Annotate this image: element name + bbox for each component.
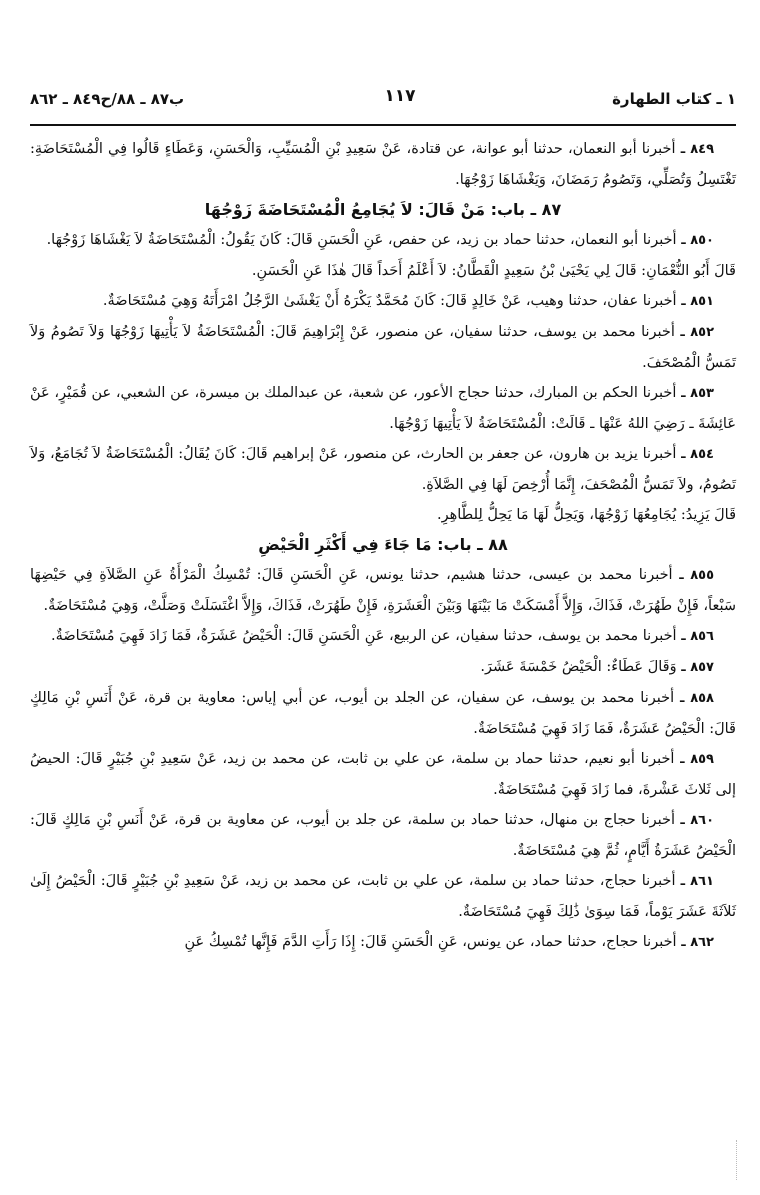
- hadith-text: أخبرنا أبو النعمان، حدثنا أبو عوانة، عن قتادة، عَنْ سَعِيدِ بْنِ الْمُسَيِّبِ، وَالْحَسَنِ، وَعَطَاءٍ قَالُوا فِي الْمُسْتَحَاضَةِ: تَغْتَسِلُ وَتُصَلِّي، وَتَصُومُ رَمَضَانَ، وَيَغْشَاهَا زَوْجُهَا.: [30, 141, 736, 188]
- running-header: [30, 82, 736, 116]
- hadith-text: أخبرنا يزيد بن هارون، عن جعفر بن الحارث، عن منصور، عَنْ إبراهيم قَالَ: كَانَ يُقَالُ: الْمُسْتَحَاضَةُ لاَ تُجَامَعُ، وَلاَ تَصُومُ، ولاَ تَمَسُّ الْمُصْحَفَ، إِنَّمَا أُرْخِصَ لَهَا فِي الصَّلاَةِ.: [30, 446, 736, 493]
- hadith-paragraph: [30, 134, 736, 195]
- hadith-paragraph: [30, 927, 736, 958]
- hadith-text: وَقَالَ عَطَاءٌ: الْحَيْضُ خَمْسَةَ عَشَرَ.: [480, 659, 677, 675]
- page-number: ١١٧: [384, 86, 416, 106]
- hadith-text: أخبرنا حجاج بن منهال، حدثنا حماد بن سلمة، عن جلد بن أيوب، عن معاوية بن قرة، عَنْ أَنَسِ بْنِ مَالِكٍ قَالَ: الْحَيْضُ عَشَرَةُ أَيَّامٍ، ثُمَّ هِيَ مُسْتَحَاضَةٌ.: [30, 812, 736, 859]
- hadith-paragraph: [30, 621, 736, 652]
- hadith-number: ٨٥٧ ـ: [681, 660, 714, 675]
- hadith-paragraph: [30, 866, 736, 927]
- hadith-number: ٨٥٨ ـ: [679, 691, 714, 706]
- hadith-paragraph: [30, 439, 736, 500]
- hadith-number: ٨٦٢ ـ: [681, 935, 714, 950]
- hadith-text: أخبرنا محمد بن يوسف، عن سفيان، عن الجلد بن أيوب، عن أبي إياس: معاوية بن قرة، عَنْ أَنَسِ بْنِ مَالِكٍ قَالَ: الْحَيْضُ عَشَرَةٌ، فَمَا زَادَ فَهِيَ مُسْتَحَاضَةٌ.: [30, 690, 736, 737]
- header-rule: [30, 124, 736, 126]
- hadith-number: ٨٥٤ ـ: [681, 447, 714, 462]
- hadith-paragraph: [30, 500, 736, 530]
- section-range: ب٨٧ ـ ٨٨/ح٨٤٩ ـ ٨٦٢: [30, 90, 185, 108]
- section-heading: ٨٧ ـ باب: مَنْ قَالَ: لاَ يُجَامِعُ الْمُسْتَحَاضَةَ زَوْجُهَا: [204, 200, 562, 219]
- hadith-paragraph: [30, 652, 736, 683]
- hadith-text: أخبرنا حجاج، حدثنا حماد، عن يونس، عَنِ الْحَسَنِ قَالَ: إِذَا رَأَتِ الدَّمَ فَإِنَّها تُمْسِكُ عَنِ: [184, 934, 677, 950]
- hadith-paragraph: [30, 378, 736, 439]
- hadith-number: ٨٥٥ ـ: [679, 568, 715, 583]
- hadith-number: ٨٤٩ ـ: [680, 142, 715, 157]
- hadith-paragraph: [30, 286, 736, 317]
- hadith-text: أخبرنا أبو نعيم، حدثنا حماد بن سلمة، عن علي بن ثابت، عن محمد بن زيد، عَنْ سَعِيدِ بْنِ جُبَيْرٍ قَالَ: الحيضُ إلى ثَلاثَ عَشْرةَ، فما زَادَ فَهِيَ مُسْتَحَاضَةٌ.: [30, 751, 736, 798]
- hadith-text: قَالَ يَزِيدُ: يُجَامِعُهَا زَوْجُهَا، وَيَحِلُّ لَهَا مَا يَحِلُّ لِلطَّاهِرِ.: [437, 507, 736, 523]
- hadith-paragraph: [30, 683, 736, 744]
- section-heading: ٨٨ ـ باب: مَا جَاءَ فِي أَكْثَرِ الْحَيْضِ: [258, 535, 508, 554]
- hadith-text: أخبرنا أبو النعمان، حدثنا حماد بن زيد، عن حفص، عَنِ الْحَسَنِ قَالَ: كَانَ يَقُولُ: الْمُسْتَحَاضَةُ لاَ يَغْشَاهَا زَوْجُهَا.: [46, 232, 677, 248]
- hadith-number: ٨٦٠ ـ: [680, 813, 715, 828]
- hadith-paragraph: [30, 256, 736, 286]
- hadith-number: ٨٦١ ـ: [680, 874, 714, 889]
- hadith-number: ٨٥١ ـ: [681, 294, 714, 309]
- hadith-text: أخبرنا محمد بن يوسف، حدثنا سفيان، عن منصور، عَنْ إِبْرَاهِيمَ قَالَ: الْمُسْتَحَاضَةُ لاَ يَأْتِيهَا زَوْجُهَا وَلاَ تَصُومُ وَلاَ تَمَسُّ الْمُصْحَفَ.: [30, 324, 736, 371]
- hadith-number: ٨٥٢ ـ: [680, 325, 715, 340]
- hadith-text: أخبرنا الحكم بن المبارك، حدثنا حجاج الأعور، عن شعبة، عن عبدالملك بن ميسرة، عن الشعبي، عن قُمَيْرٍ، عَنْ عَائِشَةَ ـ رَضِيَ اللهُ عَنْهَا ـ قَالَتْ: الْمُسْتَحَاضَةُ لاَ يَأْتِيهَا زَوْجُهَا.: [30, 385, 736, 432]
- hadith-number: ٨٥٠ ـ: [681, 233, 714, 248]
- hadith-paragraph: [30, 805, 736, 866]
- hadith-paragraph: [30, 317, 736, 378]
- hadith-number: ٨٥٣ ـ: [681, 386, 714, 401]
- hadith-paragraph: [30, 560, 736, 621]
- hadith-number: ٨٥٩ ـ: [680, 752, 714, 767]
- hadith-paragraph: [30, 744, 736, 805]
- hadith-text: أخبرنا عفان، حدثنا وهيب، عَنْ خَالِدٍ قَالَ: كَانَ مُحَمَّدٌ يَكْرَهُ أَنْ يَغْشَىٰ الرَّجُلُ امْرَأَتَهُ وَهِيَ مُسْتَحَاضَةٌ.: [102, 293, 677, 309]
- hadith-text: أخبرنا حجاج، حدثنا حماد بن سلمة، عن علي بن ثابت، عن محمد بن زيد، عَنْ سَعِيدِ بْنِ جُبَيْرٍ قَالَ: الْحَيْضُ إِلَىٰ ثَلاَثَةَ عَشَرَ يَوْماً، فَمَا سِوَىٰ ذَٰلِكَ فَهِيَ مُسْتَحَاضَةٌ.: [30, 873, 736, 920]
- hadith-paragraph: [30, 225, 736, 256]
- page-body: [30, 134, 736, 958]
- hadith-number: ٨٥٦ ـ: [681, 629, 714, 644]
- hadith-text: قَالَ أَبُو النُّعْمَانِ: قَالَ لِي يَحْيَىٰ بْنُ سَعِيدٍ الْقَطَّانُ: لاَ أَعْلَمُ أَحَداً قَالَ هٰذَا عَنِ الْحَسَنِ.: [251, 263, 736, 279]
- chapter-title: ١ ـ كتاب الطهارة: [612, 90, 736, 108]
- margin-mark: [736, 1140, 747, 1180]
- hadith-text: أخبرنا محمد بن يوسف، حدثنا سفيان، عن الربيع، عَنِ الْحَسَنِ قَالَ: الْحَيْضُ عَشَرَةٌ، فَمَا زَادَ فَهِيَ مُسْتَحَاضَةٌ.: [50, 628, 677, 644]
- hadith-text: أخبرنا محمد بن عيسى، حدثنا هشيم، حدثنا يونس، عَنِ الْحَسَنِ قَالَ: تُمْسِكُ الْمَرْأَةُ عَنِ الصَّلاَةِ فِي حَيْضِهَا سَبْعاً، فَإِنْ طَهُرَتْ، فَذَاكَ، وَإِلاَّ أَمْسَكَتْ مَا بَيْنَهَا وَبَيْنَ الْعَشَرَةِ، فَإِنْ طَهُرَتْ، فَذَاكَ، وَإِلاَّ اغْتَسَلَتْ وَصَلَّتْ، وَهِيَ مُسْتَحَاضَةٌ.: [30, 567, 736, 614]
